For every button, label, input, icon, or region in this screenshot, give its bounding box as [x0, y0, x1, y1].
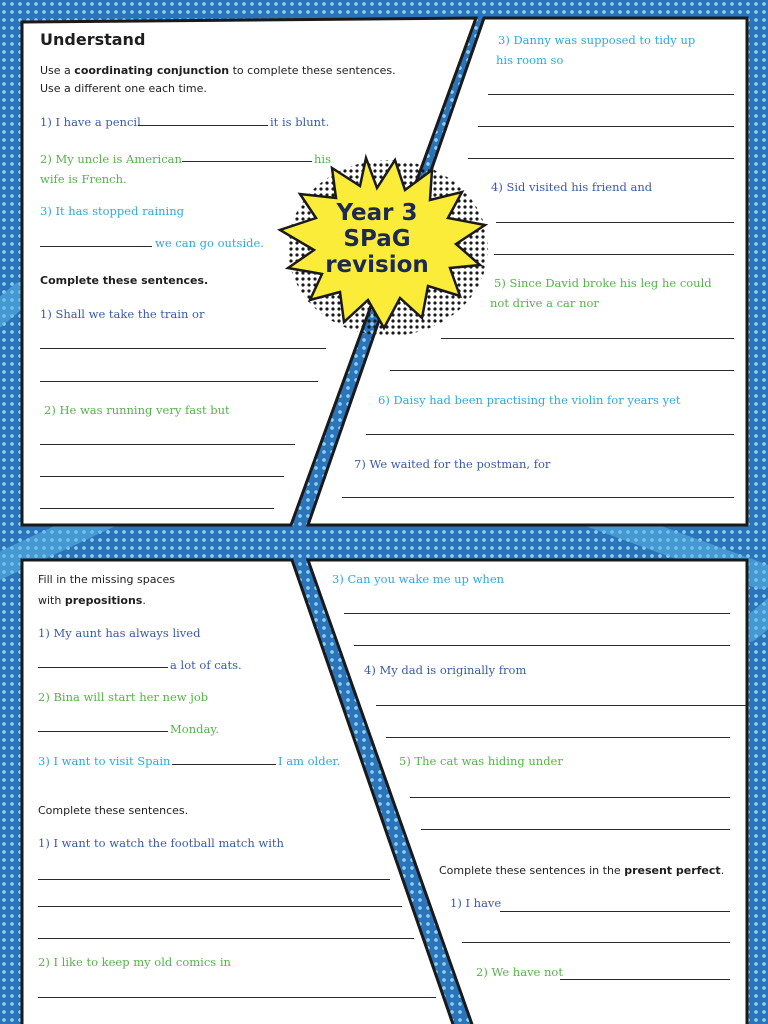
subheading-part: . [720, 864, 725, 877]
answer-line[interactable] [441, 338, 734, 339]
subheading: Complete these sentences. [38, 804, 189, 817]
question-text: I am older. [278, 754, 341, 768]
banner-line: SPaG [343, 226, 411, 252]
answer-line[interactable] [38, 879, 390, 880]
question-text: 3) Can you wake me up when [332, 572, 505, 586]
question-text: 3) It has stopped raining [40, 204, 184, 218]
question-text: 2) He was running very fast but [44, 403, 230, 417]
question-text: 4) Sid visited his friend and [491, 180, 653, 194]
instruction-part: . [142, 594, 146, 607]
answer-line[interactable] [462, 942, 730, 943]
answer-line[interactable] [40, 246, 152, 247]
answer-line[interactable] [38, 997, 436, 998]
instruction-part: to complete these sentences. [229, 64, 396, 77]
question-text: 1) I have [450, 896, 502, 910]
answer-line[interactable] [488, 94, 734, 95]
answer-line[interactable] [386, 737, 730, 738]
answer-line[interactable] [38, 906, 402, 907]
answer-line[interactable] [40, 476, 284, 477]
instruction-part: Use a [40, 64, 75, 77]
question-text: it is blunt. [270, 115, 330, 129]
answer-line[interactable] [40, 381, 318, 382]
question-text: wife is French. [40, 172, 127, 186]
answer-line[interactable] [38, 731, 168, 732]
question-text: 1) I have a pencil [40, 115, 141, 129]
instruction-text: Use a different one each time. [40, 82, 207, 95]
answer-line[interactable] [410, 797, 730, 798]
answer-line[interactable] [376, 705, 748, 706]
section-heading: Understand [40, 30, 146, 49]
question-text: 3) Danny was supposed to tidy up [498, 33, 696, 47]
question-text: his room so [496, 53, 564, 67]
subheading-bold: present perfect [624, 864, 721, 877]
instruction-text [38, 594, 146, 608]
question-text: 1) Shall we take the train or [40, 307, 205, 321]
question-text: 6) Daisy had been practising the violin for years yet [378, 393, 681, 407]
question-text: 1) I want to watch the football match with [38, 836, 284, 850]
subheading: Complete these sentences. [40, 274, 209, 287]
answer-line[interactable] [40, 508, 274, 509]
answer-line[interactable] [421, 829, 730, 830]
instruction-part: with [38, 594, 65, 607]
answer-line[interactable] [496, 222, 734, 223]
subheading [439, 864, 724, 878]
answer-line[interactable] [390, 370, 734, 371]
question-text: 3) I want to visit Spain [38, 754, 171, 768]
banner-title [312, 200, 442, 278]
answer-line[interactable] [40, 348, 326, 349]
question-text: 2) I like to keep my old comics in [38, 955, 231, 969]
subheading-part: Complete these sentences in the [439, 864, 625, 877]
question-text: Monday. [170, 722, 219, 736]
answer-line[interactable] [354, 645, 730, 646]
answer-line[interactable] [38, 938, 414, 939]
question-text: 4) My dad is originally from [364, 663, 527, 677]
question-text: 5) Since David broke his leg he could [494, 276, 712, 290]
answer-line[interactable] [342, 497, 734, 498]
answer-line[interactable] [468, 158, 734, 159]
instruction-bold: coordinating conjunction [74, 64, 230, 77]
answer-line[interactable] [366, 434, 734, 435]
question-text: a lot of cats. [170, 658, 242, 672]
answer-line[interactable] [500, 911, 730, 912]
banner-line: revision [325, 252, 429, 278]
answer-line[interactable] [138, 125, 268, 126]
answer-line[interactable] [494, 254, 734, 255]
answer-line[interactable] [172, 764, 276, 765]
instruction-text: Fill in the missing spaces [38, 573, 176, 586]
instruction-bold: prepositions [64, 594, 143, 607]
answer-line[interactable] [560, 979, 730, 980]
answer-line[interactable] [40, 444, 295, 445]
instruction-text [40, 64, 396, 78]
question-text: we can go outside. [155, 236, 264, 250]
answer-line[interactable] [344, 613, 730, 614]
question-text: not drive a car nor [490, 296, 599, 310]
question-text: 2) My uncle is American [40, 152, 182, 166]
question-text: 2) We have not [476, 965, 563, 979]
question-text: 5) The cat was hiding under [399, 754, 563, 768]
question-text: 2) Bina will start her new job [38, 690, 209, 704]
answer-line[interactable] [38, 667, 168, 668]
question-text: 7) We waited for the postman, for [354, 457, 551, 471]
answer-line[interactable] [478, 126, 734, 127]
question-text: his [314, 152, 331, 166]
question-text: 1) My aunt has always lived [38, 626, 201, 640]
banner-line: Year 3 [336, 200, 418, 226]
answer-line[interactable] [182, 161, 312, 162]
